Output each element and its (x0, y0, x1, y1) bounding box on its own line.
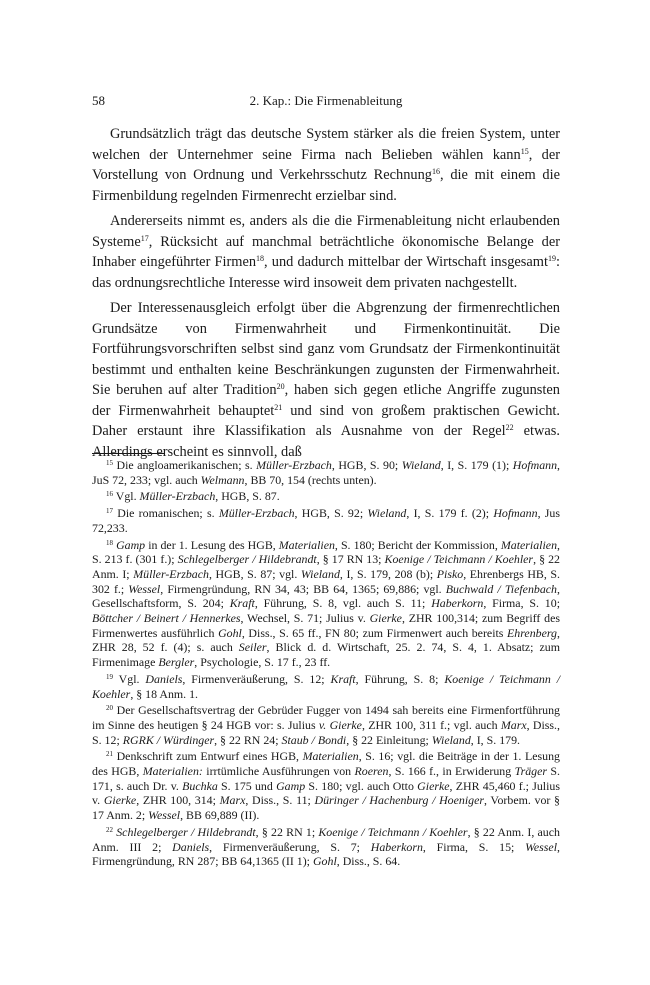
author-name: Müller-Erzbach (139, 489, 216, 504)
footnote (92, 749, 560, 823)
text-run: , S. 16; vgl. die Beiträge in der 1. Lesung des HGB, (92, 749, 560, 779)
author-name: Gohl (218, 625, 242, 640)
author-name: Wessel (525, 839, 558, 854)
text-run: , § 22 Anm. I, auch Anm. III 2; (92, 824, 560, 854)
footnote-ref: 16 (432, 167, 441, 176)
text-run: Vgl. (113, 671, 146, 686)
footnote-separator (92, 453, 164, 454)
footnote-ref: 15 (520, 146, 529, 156)
author-name: Materialien (500, 537, 558, 552)
author-name: Wessel (148, 808, 181, 823)
text-run: , Firmengründung, RN 34, 43; BB 64, 1365; 69,886; vgl. (160, 581, 446, 596)
footnote (92, 538, 560, 670)
text-run: Die romanischen; s. (113, 506, 219, 521)
author-name: Schlegelberger / Hildebrandt (177, 552, 317, 567)
author-name: Buchka (182, 778, 218, 793)
text-run: , ZHR 100,314; zum Begriff des Firmenwertes ausführlich (92, 611, 560, 640)
author-name: Müller-Erzbach (256, 458, 332, 472)
footnote-ref: 21 (106, 750, 113, 759)
author-name: v. Gierke (318, 717, 362, 732)
author-name: Gohl (312, 854, 337, 869)
text-run: , Diss., S. 64. (336, 854, 401, 869)
text-run: , ZHR 28, 52 f. (4); s. auch (92, 625, 560, 655)
footnote (92, 825, 560, 869)
footnote-ref: 18 (106, 538, 113, 547)
text-run: , Firma, S. 15; (422, 839, 526, 854)
footnote (92, 458, 560, 487)
text-run: , haben sich gegen etliche Angriffe zugunsten der Firmenwahrheit behauptet (92, 382, 560, 419)
author-name: Roeren (354, 764, 389, 779)
text-run: Die angloamerikanischen; s. (113, 458, 257, 472)
body-text (92, 124, 560, 467)
author-name: Hofmann (512, 458, 558, 472)
text-run: , § 22 Einleitung; (346, 732, 432, 747)
text-run: , HGB, S. 87; vgl. (208, 566, 301, 581)
author-name: Koenige / Teichmann / Koehler (318, 824, 468, 839)
footnote-ref: 20 (106, 704, 113, 713)
text-run: , Psychologie, S. 17 f., 23 ff. (194, 655, 331, 670)
author-name: Düringer / Hachenburg / Hoeniger (314, 793, 484, 808)
text-run: : das ordnungsrechtliche Interesse wird insoweit dem privaten nachgestellt. (92, 254, 560, 291)
author-name: Materialien (278, 537, 335, 552)
author-name: Schlegelberger / Hildebrandt (116, 824, 256, 839)
author-name: Träger (514, 764, 547, 779)
text-run: , § 22 RN 24; (214, 732, 282, 747)
footnote (92, 703, 560, 747)
text-run: , Blick d. d. Wirtschaft, 25. 2. 74, S. 4, 1. Absatz; zum Firmenimage (92, 640, 560, 670)
author-name: Koenige / Teichmann / Koehler (92, 671, 561, 701)
text-run: , und dadurch mittelbar der Wirtschaft insgesamt (264, 254, 548, 270)
text-run: , Diss., S. 65 ff., FN 80; zum Firmenwert auch bereits (241, 625, 508, 640)
text-run: Der Gesellschaftsvertrag der Gebrüder Fugger von 1494 sah bereits eine Firmenfortführung im Sinne des heutigen § 24 HGB vor: s. Julius (92, 703, 560, 732)
paragraph (92, 298, 560, 462)
author-name: Gierke (369, 611, 402, 626)
footnote-ref: 19 (548, 254, 556, 263)
text-run: , HGB, S. 90; (331, 458, 402, 472)
text-run: , § 18 Anm. 1. (130, 686, 199, 701)
text-run: , Jus 72,233. (92, 506, 561, 535)
footnote-ref: 17 (106, 507, 113, 516)
footnote (92, 672, 560, 701)
footnote (92, 489, 560, 504)
footnote-ref: 15 (106, 459, 113, 467)
text-run: irrtümliche Ausführungen von (202, 764, 355, 779)
text-run: , § 22 Anm. I; (92, 552, 561, 581)
text-run: , HGB, S. 87. (215, 489, 280, 504)
text-run: , Firma, S. 10; (483, 596, 560, 611)
footnote-ref: 20 (276, 382, 285, 391)
text-run: S. 180; vgl. auch Otto (305, 778, 418, 793)
author-name: Pisko (436, 566, 464, 581)
text-run: , ZHR 100, 314; (136, 793, 220, 808)
author-name: Haberkorn (431, 596, 484, 611)
text-run: , Vorbem. vor § 17 Anm. 2; (92, 793, 560, 823)
author-name: Böttcher / Beinert / Hennerkes (92, 611, 241, 626)
text-run: , Firmenveräußerung, S. 12; (182, 671, 331, 686)
text-run: , der Vorstellung von Ordnung und Verkehrsschutz Rechnung (92, 146, 560, 183)
author-name: Seiler (238, 640, 267, 655)
author-name: Daniels (145, 671, 183, 686)
footnote-ref: 21 (274, 402, 283, 412)
text-run: , I, S. 179 (1); (440, 458, 513, 472)
text-run: Denkschrift zum Entwurf eines HGB, (113, 749, 303, 764)
text-run: , ZHR 100, 311 f.; vgl. auch (361, 717, 501, 732)
author-name: RGRK / Würdinger (122, 732, 215, 747)
author-name: Gierke (417, 778, 450, 793)
footnote-ref: 16 (106, 490, 113, 499)
author-name: Welmann (200, 472, 245, 487)
text-run: Grundsätzlich trägt das deutsche System stärker als die freien System, unter welchen der Unternehmer seine Firma nach Belieben wählen kann (92, 126, 560, 163)
author-name: Kraft (229, 596, 255, 611)
author-name: Hofmann (493, 506, 538, 521)
text-run: , I, S. 179. (470, 732, 520, 747)
text-run: , BB 70, 154 (rechts unten). (244, 472, 377, 487)
text-run: , I, S. 179 f. (2); (406, 506, 494, 521)
text-run: , Ehrenbergs HB, S. 302 f.; (92, 566, 560, 596)
author-name: Wieland (431, 732, 471, 747)
footnote-ref: 19 (106, 672, 113, 681)
text-run: , BB 69,889 (II). (180, 808, 260, 823)
text-run: Andererseits nimmt es, anders als die die Firmenableitung nicht erlaubenden Systeme (92, 213, 560, 250)
text-run: , Diss., S. 11; (245, 793, 315, 808)
author-name: Wieland (367, 506, 407, 521)
text-run: , § 17 RN 13; (316, 552, 385, 567)
footnote-ref: 17 (140, 233, 149, 243)
author-name: Buchwald / Tiefenbach (445, 581, 558, 596)
author-name: Wieland (401, 458, 441, 472)
text-run: Der Interessenausgleich erfolgt über die Abgrenzung der firmenrechtlichen Grundsätze von Firmenwahrheit und Firmenkontinuität. Die Fortführungsvorschriften selbst sind ganz vom Grundsatz der Firmenkontinuität bestimmt und enthalten keine Beschränkungen zugunsten der Firmenwahrheit. Sie beruhen auf alter Tradition (92, 300, 560, 398)
author-name: Daniels (172, 839, 210, 854)
text-run: , S. 166 f., in Erwiderung (388, 764, 515, 779)
author-name: Gamp (276, 778, 306, 793)
text-run: , I, S. 179, 208 (b); (339, 566, 437, 581)
author-name: Gierke (103, 793, 137, 808)
author-name: Marx (219, 793, 246, 808)
text-run: Vgl. (113, 489, 140, 504)
text-run: , ZHR 45,460 f.; Julius v. (92, 778, 560, 808)
text-run: etwas. Allerdings erscheint es sinnvoll, daß (92, 423, 560, 460)
text-run: , HGB, S. 92; (294, 506, 368, 521)
text-run: , Rücksicht auf manchmal beträchtliche ökonomische Belange der Inhaber eingeführter Firmen (92, 233, 560, 270)
author-name: Wessel (128, 581, 161, 596)
footnote (92, 506, 560, 535)
text-run: , Führung, S. 8, vgl. auch S. 11; (254, 596, 432, 611)
text-run: , Firmenveräußerung, S. 7; (209, 839, 371, 854)
text-run: , Wechsel, S. 71; Julius v. (240, 611, 370, 626)
text-run: , die mit einem die Firmenbildung regelnden Firmenrecht erzielbar sind. (92, 167, 560, 204)
author-name: Wieland (300, 566, 340, 581)
running-title: 2. Kap.: Die Firmenableitung (249, 93, 403, 108)
footnote-ref: 22 (106, 825, 113, 834)
footnote-ref: 22 (505, 423, 514, 432)
text-run: , JuS 72, 233; vgl. auch (92, 458, 561, 487)
author-name: Ehrenberg (507, 625, 558, 640)
author-name: Staub / Bondi (281, 732, 347, 747)
author-name: Materialien: (142, 764, 203, 779)
author-name: Materialien (302, 749, 359, 764)
text-run: S. 175 und (217, 778, 277, 793)
author-name: Haberkorn (370, 839, 423, 854)
text-run: , S. 213 f. (301 f.); (92, 537, 560, 567)
footnote-ref: 18 (256, 254, 265, 263)
author-name: Kraft (330, 671, 356, 686)
author-name: Müller-Erzbach (218, 506, 295, 521)
text-run: , Diss., S. 12; (92, 717, 560, 747)
footnotes (92, 458, 560, 871)
author-name: Müller-Erzbach (133, 566, 209, 581)
text-run: , § 22 RN 1; (255, 824, 319, 839)
text-run: in der 1. Lesung des HGB, (145, 537, 279, 552)
author-name: Koenige / Teichmann / Koehler (384, 552, 534, 567)
author-name: Bergler (158, 655, 195, 670)
text-run: , Gesellschaftsform, S. 204; (92, 581, 560, 611)
text-run: , S. 180; Bericht der Kommission, (334, 537, 501, 552)
text-run: S. 171, s. auch Dr. v. (92, 764, 560, 793)
paragraph (92, 124, 560, 206)
paragraph (92, 211, 560, 293)
author-name: Gamp (116, 537, 146, 552)
author-name: Marx (500, 717, 527, 732)
page-number: 58 (92, 93, 105, 108)
text-run: , Firmengründung, RN 287; BB 64,1365 (II 1); (92, 839, 560, 869)
text-run: , Führung, S. 8; (355, 671, 445, 686)
text-run: und sind von großem praktischen Gewicht. Daher erstaunt ihre Klassifikation als Ausnahme von der Regel (92, 402, 560, 439)
